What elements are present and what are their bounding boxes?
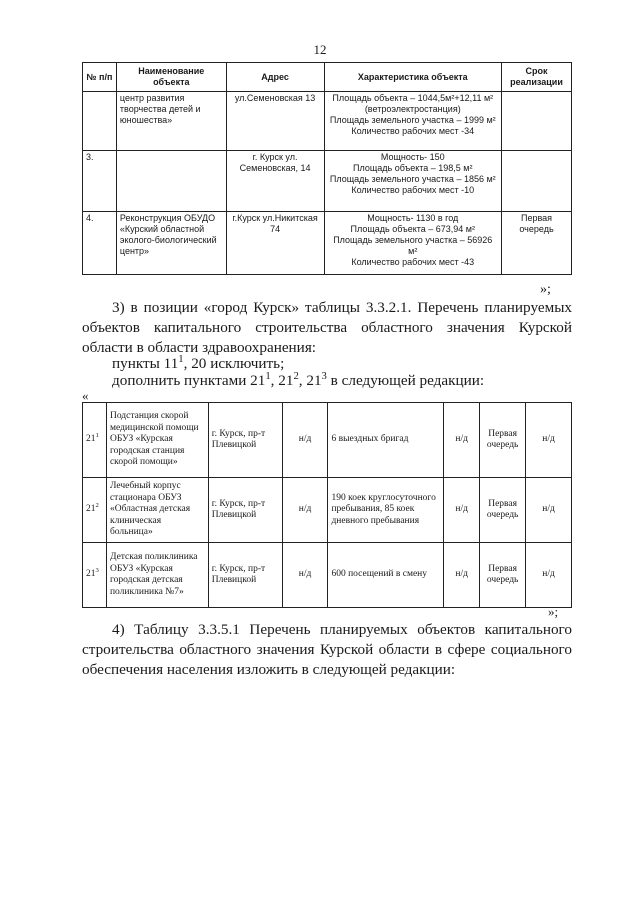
superscript: 1 bbox=[178, 353, 184, 365]
row-characteristics: 600 посещений в смену bbox=[328, 543, 444, 608]
row-cell: н/д bbox=[444, 543, 480, 608]
row-term bbox=[502, 151, 572, 212]
char-line: Количество рабочих мест -43 bbox=[351, 257, 475, 267]
char-line: Мощность- 150 bbox=[380, 152, 445, 162]
row-term bbox=[502, 92, 572, 151]
row-cell: н/д bbox=[282, 478, 328, 543]
superscript: 2 bbox=[95, 502, 99, 510]
text: , 21 bbox=[298, 372, 322, 389]
superscript: 2 bbox=[293, 370, 299, 382]
header-address: Адрес bbox=[226, 63, 324, 92]
paragraph-4: 4) Таблицу 3.3.5.1 Перечень планируемых объектов капитального строительства областного значения Курской области в сфере социального обеспечения населения изложить в следующей редакции: bbox=[82, 621, 572, 678]
char-line: Площадь земельного участка – 1999 м² bbox=[329, 115, 496, 125]
page-number: 12 bbox=[313, 42, 327, 57]
table-row bbox=[83, 92, 572, 151]
superscript: 1 bbox=[265, 370, 271, 382]
row-cell: н/д bbox=[526, 478, 572, 543]
row-term: Первая очередь bbox=[480, 403, 526, 478]
table-row bbox=[83, 151, 572, 212]
row-characteristics: 6 выездных бригад bbox=[328, 403, 444, 478]
char-line: Количество рабочих мест -34 bbox=[351, 126, 475, 136]
text: , 20 исключить; bbox=[183, 355, 285, 372]
superscript: 3 bbox=[321, 370, 327, 382]
char-line: Площадь земельного участка – 1856 м² bbox=[329, 174, 496, 184]
text: 21 bbox=[86, 434, 96, 445]
row-term: Первая очередь bbox=[480, 543, 526, 608]
table-row bbox=[83, 403, 572, 478]
row-address: г. Курск, пр-т Плевицкой bbox=[208, 403, 282, 478]
char-line: Площадь объекта – 673,94 м² bbox=[350, 224, 475, 234]
row-cell: н/д bbox=[282, 403, 328, 478]
char-line: Количество рабочих мест -10 bbox=[351, 185, 475, 195]
char-line: Площадь объекта – 1044,5м²+12,11 м² (ветроэлектростанция) bbox=[332, 93, 494, 114]
row-num bbox=[83, 92, 117, 151]
text: 21 bbox=[86, 569, 96, 580]
closing-quote: »; bbox=[540, 282, 551, 297]
row-name bbox=[116, 151, 226, 212]
row-characteristics bbox=[324, 151, 502, 212]
paragraph-3: 3) в позиции «город Курск» таблицы 3.3.2.1. Перечень планируемых объектов капитального строительства областного значения Курской области в области здравоохранения: bbox=[82, 299, 572, 356]
char-line: Мощность- 1130 в год bbox=[367, 213, 459, 223]
row-name: Подстанция скорой медицинской помощи ОБУЗ «Курская городская станция скорой помощи» bbox=[106, 403, 208, 478]
header-name: Наименование объекта bbox=[116, 63, 226, 92]
header-characteristics: Характеристика объекта bbox=[324, 63, 502, 92]
paragraph-3b bbox=[112, 371, 572, 391]
row-term: Первая очередь bbox=[502, 212, 572, 275]
text: дополнить пунктами 21 bbox=[112, 372, 266, 389]
char-line: Площадь земельного участка – 56926 м² bbox=[333, 235, 493, 256]
opening-quote: « bbox=[82, 388, 89, 403]
superscript: 3 bbox=[95, 567, 99, 575]
row-characteristics bbox=[324, 212, 502, 275]
row-term: Первая очередь bbox=[480, 478, 526, 543]
objects-table bbox=[82, 62, 572, 275]
health-objects-table bbox=[82, 402, 572, 608]
superscript: 1 bbox=[95, 432, 99, 440]
row-num bbox=[83, 478, 107, 543]
table-row bbox=[83, 478, 572, 543]
row-num bbox=[83, 403, 107, 478]
header-term: Срок реализации bbox=[502, 63, 572, 92]
row-cell: н/д bbox=[444, 403, 480, 478]
closing-quote: »; bbox=[548, 604, 559, 619]
table-header-row bbox=[83, 63, 572, 92]
table-row bbox=[83, 543, 572, 608]
row-name: Лечебный корпус стационара ОБУЗ «Областная детская клиническая больница» bbox=[106, 478, 208, 543]
text: 21 bbox=[86, 504, 96, 515]
row-address: г. Курск, пр-т Плевицкой bbox=[208, 543, 282, 608]
text: пункты 11 bbox=[112, 355, 179, 372]
row-characteristics: 190 коек круглосуточного пребывания, 85 коек дневного пребывания bbox=[328, 478, 444, 543]
header-num: № п/п bbox=[83, 63, 117, 92]
row-address: ул.Семеновская 13 bbox=[226, 92, 324, 151]
text: в следующей редакции: bbox=[326, 372, 485, 389]
row-num bbox=[83, 543, 107, 608]
row-cell: н/д bbox=[526, 543, 572, 608]
row-cell: н/д bbox=[444, 478, 480, 543]
row-name: центр развития творчества детей и юношества» bbox=[116, 92, 226, 151]
row-address: г.Курск ул.Никитская 74 bbox=[226, 212, 324, 275]
text: , 21 bbox=[270, 372, 294, 389]
row-address: г. Курск, пр-т Плевицкой bbox=[208, 478, 282, 543]
row-address: г. Курск ул. Семеновская, 14 bbox=[226, 151, 324, 212]
row-cell: н/д bbox=[526, 403, 572, 478]
row-num: 3. bbox=[83, 151, 117, 212]
row-cell: н/д bbox=[282, 543, 328, 608]
row-num: 4. bbox=[83, 212, 117, 275]
row-name: Реконструкция ОБУДО «Курский областной эколого-биологический центр» bbox=[116, 212, 226, 275]
row-name: Детская поликлиника ОБУЗ «Курская городская детская поликлиника №7» bbox=[106, 543, 208, 608]
row-characteristics bbox=[324, 92, 502, 151]
table-row bbox=[83, 212, 572, 275]
char-line: Площадь объекта – 198,5 м² bbox=[353, 163, 473, 173]
